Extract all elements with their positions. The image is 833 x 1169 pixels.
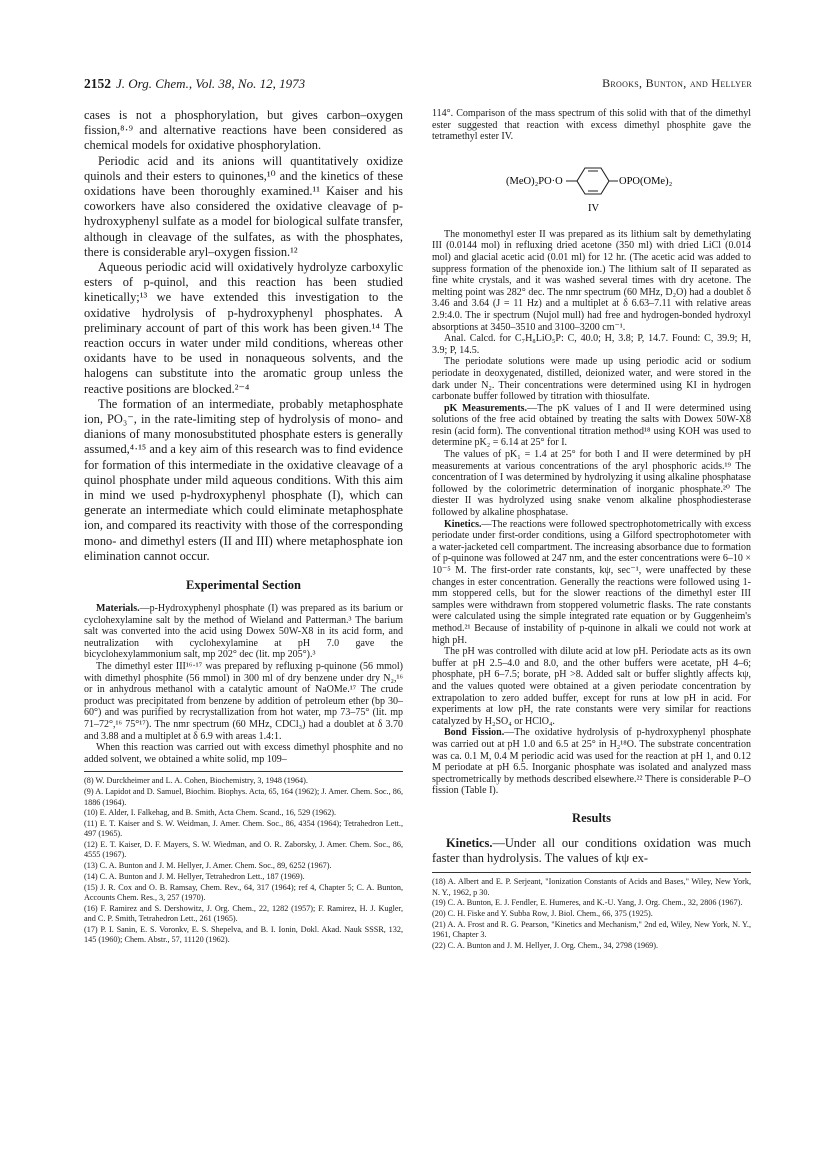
- results-kinetics-paragraph: [432, 836, 751, 866]
- right-column: [432, 108, 751, 952]
- excess-phosphite-paragraph: When this reaction was carried out with excess dimethyl phosphite and no added solvent, we obtained a white solid, mp 109–: [84, 742, 403, 765]
- footnote: (15) J. R. Cox and O. B. Ramsay, Chem. Rev., 64, 317 (1964); ref 4, Chapter 5; C. A. Bunton, Accounts Chem. Res., 3, 257 (1970).: [84, 882, 403, 903]
- page-number: 2152: [84, 76, 111, 91]
- materials-paragraph: [84, 603, 403, 661]
- footnote: (19) C. A. Bunton, E. J. Fendler, E. Humeres, and K.-U. Yang, J. Org. Chem., 32, 2806 (1967).: [432, 898, 743, 908]
- footnote-rule: [84, 771, 403, 772]
- kinetics-method-paragraph: [432, 519, 751, 647]
- journal-citation: J. Org. Chem., Vol. 38, No. 12, 1973: [116, 76, 306, 91]
- intro-paragraph-3: Aqueous periodic acid will oxidatively hydrolyze carboxylic esters of p-quinol, and this reaction has been studied kinetically;¹³ we have extended this investigation to the oxidative hydrolysis of p-hydroxyphenyl phosphates. A preliminary account of part of this work has been given.¹⁴ The reaction occurs in water under mild conditions, whereas other oxidants have to be used in nonaqueous solvents, and the halogens can substitute into the aromatic group unless the reactive positions are blocked.²⁻⁴: [84, 260, 403, 396]
- benzene-ring: [577, 168, 609, 194]
- kinetics-run-in-head: Kinetics.: [444, 518, 482, 530]
- footnote-rule: [432, 872, 751, 873]
- right-substituent: OPO(OMe)₂: [619, 175, 673, 187]
- intro-paragraph-1: cases is not a phosphorylation, but gives carbon–oxygen fission,⁸·⁹ and alternative reactions have been considered as chemical models for oxidative phosphorylation.: [84, 108, 403, 153]
- bond-fission-text: —The oxidative hydrolysis of p-hydroxyphenyl phosphate was carried out at pH 1.0 and 6.5 at 25° in H₂¹⁸O. The substrate concentration was ca. 0.1 M, 0.4 M periodic acid was used for the reaction at pH 1, and 0.12 M periodate at pH 6.5. Inorganic phosphate was isolated and analyzed mass spectrometrically by methods described elsewhere.²² There is considerable P–O fission (Table I).: [432, 727, 752, 797]
- footnote: (17) P. I. Sanin, E. S. Voronkv, E. S. Shepelva, and B. I. Ionin, Dokl. Akad. Nauk SSSR, 132, 145 (1960); Chem. Abstr., 57, 11120 (1962).: [84, 925, 403, 945]
- right-footnotes: [432, 877, 751, 951]
- left-column: [84, 108, 403, 946]
- periodate-paragraph: The periodate solutions were made up using periodic acid or sodium periodate in deoxygenated, distilled, deionized water, and were stored in the dark under N₂. Their concentrations were determined using KI in hydrogen carbonate buffer followed by titration with thiosulfate.: [432, 356, 751, 403]
- kinetics-text: —The reactions were followed spectrophotometrically with excess periodate under first-order conditions, using a Gilford spectrophotometer with a water-jacketed cell compartment. The increasing absorbance due to formation of p-quinone was followed at 247 nm, and the ester concentrations were 6–10 × 10⁻⁵ M. The first-order rate constants, kψ, sec⁻¹, were unaffected by these changes in ester concentration. Generally the reactions were followed using 1-mm stoppered cells, but for the slower reactions of the dimethyl ester III samples were withdrawn from stoppered volumetric flasks. The rate constants were calculated using the simple integrated rate equation or by Guggenheim's method.²¹ Because of instability of p-quinone in alkali we could not work at high pH.: [432, 518, 751, 646]
- footnote: (11) E. T. Kaiser and S. W. Weidman, J. Amer. Chem. Soc., 86, 4354 (1964); Tetrahedron Lett., 497 (1965).: [84, 819, 403, 839]
- left-footnotes: [84, 776, 403, 945]
- results-kinetics-text: —Under all our conditions oxidation was much faster than hydrolysis. The values of kψ ex-: [432, 835, 751, 866]
- running-header: [84, 76, 752, 94]
- footnote: (9) A. Lapidot and D. Samuel, Biochim. Biophys. Acta, 65, 164 (1962); J. Amer. Chem. Soc., 86, 1886 (1964).: [84, 787, 403, 807]
- pk-text: —The pK values of I and II were determined using solutions of the free acid obtained by treating the salts with Dowex 50W-X8 resin (acid form). The conventional titration method¹⁸ using KOH was used to determine pK₂ = 6.14 at 25° for I.: [432, 402, 751, 449]
- pk1-paragraph: The values of pK₁ = 1.4 at 25° for both I and II were determined by pH measurements at various concentrations of the aryl phosphoric acids.¹⁹ The concentration of I was determined by hydrolyzing it using alkaline phosphatase followed by the colorimetric determination of inorganic phosphate.²⁰ The diester II was hydrolyzed using snake venom alkaline phosphodiesterase followed by alkaline phosphatase.: [432, 449, 751, 519]
- footnote: (8) W. Durckheimer and L. A. Cohen, Biochemistry, 3, 1948 (1964).: [84, 776, 308, 786]
- materials-run-in-head: Materials.: [96, 603, 140, 615]
- results-kinetics-run-in-head: Kinetics.: [446, 835, 493, 850]
- footnote: (10) E. Alder, I. Falkehag, and B. Smith, Acta Chem. Scand., 16, 529 (1962).: [84, 808, 337, 818]
- footnote: (21) A. A. Frost and R. G. Pearson, "Kinetics and Mechanism," 2nd ed, Wiley, New York, N. Y., 1961, Chapter 3.: [432, 919, 751, 940]
- structure-label: IV: [588, 202, 600, 214]
- structure-iv: [432, 151, 751, 223]
- footnote: (12) E. T. Kaiser, D. F. Mayers, S. W. Wiedman, and O. R. Zaborsky, J. Amer. Chem. Soc., 86, 4555 (1967).: [84, 840, 403, 860]
- ph-control-paragraph: The pH was controlled with dilute acid at low pH. Periodate acts as its own buffer at pH 2.5–4.0 and 8.0, and the other buffers were acetate, pH 4–6; phosphate, pH 6–7.5; borate, pH >8. Added salt or buffer slightly affects kψ, and the values quoted were obtained at a given periodate concentration by extrapolation to zero added buffer, except for runs at low pH in acid. For experiments at low pH, the rate constants were very similar for reactions catalyzed by H₂SO₄ or HClO₄.: [432, 646, 751, 727]
- left-substituent: (MeO)₂PO·O: [506, 175, 563, 187]
- footnote: (13) C. A. Bunton and J. M. Hellyer, J. Amer. Chem. Soc., 89, 6252 (1967).: [84, 861, 332, 871]
- analysis-paragraph: Anal. Calcd. for C₇H₈LiO₅P: C, 40.0; H, 3.8; P, 14.7. Found: C, 39.9; H, 3.9; P, 14.5.: [432, 333, 751, 356]
- footnote: (16) F. Ramirez and S. Dershowitz, J. Org. Chem., 22, 1282 (1957); F. Ramirez, H. J. Kugler, and C. P. Smith, Tetrahedron Lett., 261 (1965).: [84, 903, 403, 924]
- dimethyl-ester-paragraph: The dimethyl ester III¹⁶·¹⁷ was prepared by refluxing p-quinone (56 mmol) with dimethyl phosphite (56 mmol) in 300 ml of dry benzene under dry N₂,¹⁶ or in anhydrous methanol with a catalytic amount of NaOMe.¹⁷ The crude product was precipitated from benzene by addition of petroleum ether (bp 30–60°) and was purified by recrystallization from hot water, mp 73–75° (lit. mp 71–72°,¹⁶ 75°¹⁷). The nmr spectrum (60 MHz, CDCl₃) had a doublet at δ 3.70 and 3.88 and a multiplet at δ 6.9 with areas 1.4:1.: [84, 661, 403, 742]
- footnote: (14) C. A. Bunton and J. M. Hellyer, Tetrahedron Lett., 187 (1969).: [84, 872, 305, 882]
- experimental-section-heading: Experimental Section: [186, 578, 301, 593]
- pk-paragraph: [432, 403, 751, 449]
- benzene-ring-structure: [432, 151, 751, 223]
- mass-spectrum-paragraph: 114°. Comparison of the mass spectrum of this solid with that of the dimethyl ester suggested that reaction with excess dimethyl phosphite gave the tetramethyl ester IV.: [432, 108, 751, 143]
- materials-text: —p-Hydroxyphenyl phosphate (I) was prepared as its barium or cyclohexylamine salt by the method of Wieland and Patterman.³ The barium salt was converted into the acid using Dowex 50W-X8 in its acid form, and neutralization with cyclohexylamine at pH 7.0 gave the bicyclohexylammonium salt, mp 202° dec (lit. mp 205°).³: [84, 603, 403, 661]
- footnote: (20) C. H. Fiske and Y. Subba Row, J. Biol. Chem., 66, 375 (1925).: [432, 909, 653, 919]
- intro-paragraph-4: The formation of an intermediate, probably metaphosphate ion, PO₃⁻, in the rate-limiting step of hydrolysis of mono- and dianions of many monosubstituted phosphate esters is generally assumed,⁴·¹⁵ and a key aim of this research was to find evidence for formation of this intermediate in the oxidative cleavage of a quinol phosphate under mild aqueous conditions. With this aim in mind we used p-hydroxyphenyl phosphate (I), which can generate an intermediate which could eliminate metaphosphate ion, and compared its reactivity with those of the corresponding mono- and dimethyl esters (II and III) where metaphosphate ion elimination cannot occur.: [84, 396, 403, 563]
- bond-fission-paragraph: [432, 727, 751, 797]
- footnote: (22) C. A. Bunton and J. M. Hellyer, J. Org. Chem., 34, 2798 (1969).: [432, 941, 659, 951]
- bond-fission-run-in-head: Bond Fission.: [444, 727, 505, 739]
- intro-paragraph-2: Periodic acid and its anions will quantitatively oxidize quinols and their esters to quinones,¹⁰ and the kinetics of these oxidations have been thoroughly examined.¹¹ Kaiser and his coworkers have also considered the oxidative cleavage of p-hydroxyphenyl sulfate as a model for biological sulfate transfer, although in cleavage of the sulfates, as with the phosphates, there is considerable aryl–oxygen fission.¹²: [84, 153, 403, 259]
- pk-run-in-head: pK Measurements.: [444, 402, 528, 414]
- running-authors: Brooks, Bunton, and Hellyer: [602, 76, 752, 90]
- monomethyl-paragraph: The monomethyl ester II was prepared as its lithium salt by demethylating III (0.0144 mol) in refluxing dried acetone (350 ml) with dried LiCl (0.014 mol) and glacial acetic acid (0.01 ml) for 12 hr. (The acetic acid was added to suppress formation of the phenoxide ion.) The lithium salt of II separated as fine white crystals, and it was washed several times with dry acetone. The melting point was 282° dec. The nmr spectrum (60 MHz, D₂O) had a doublet δ 3.46 and 3.64 (J = 11 Hz) and a multiplet at δ 6.63–7.11 with relative areas 2.9:4.0. The ir spectrum (Nujol mull) had free and hydrogen-bonded hydroxyl absorptions at 3450–3510 and 3100–3200 cm⁻¹.: [432, 228, 751, 333]
- results-section-heading: Results: [572, 810, 611, 825]
- footnote: (18) A. Albert and E. P. Serjeant, "Ionization Constants of Acids and Bases," Wiley, New York, N. Y., 1962, p 30.: [432, 877, 751, 897]
